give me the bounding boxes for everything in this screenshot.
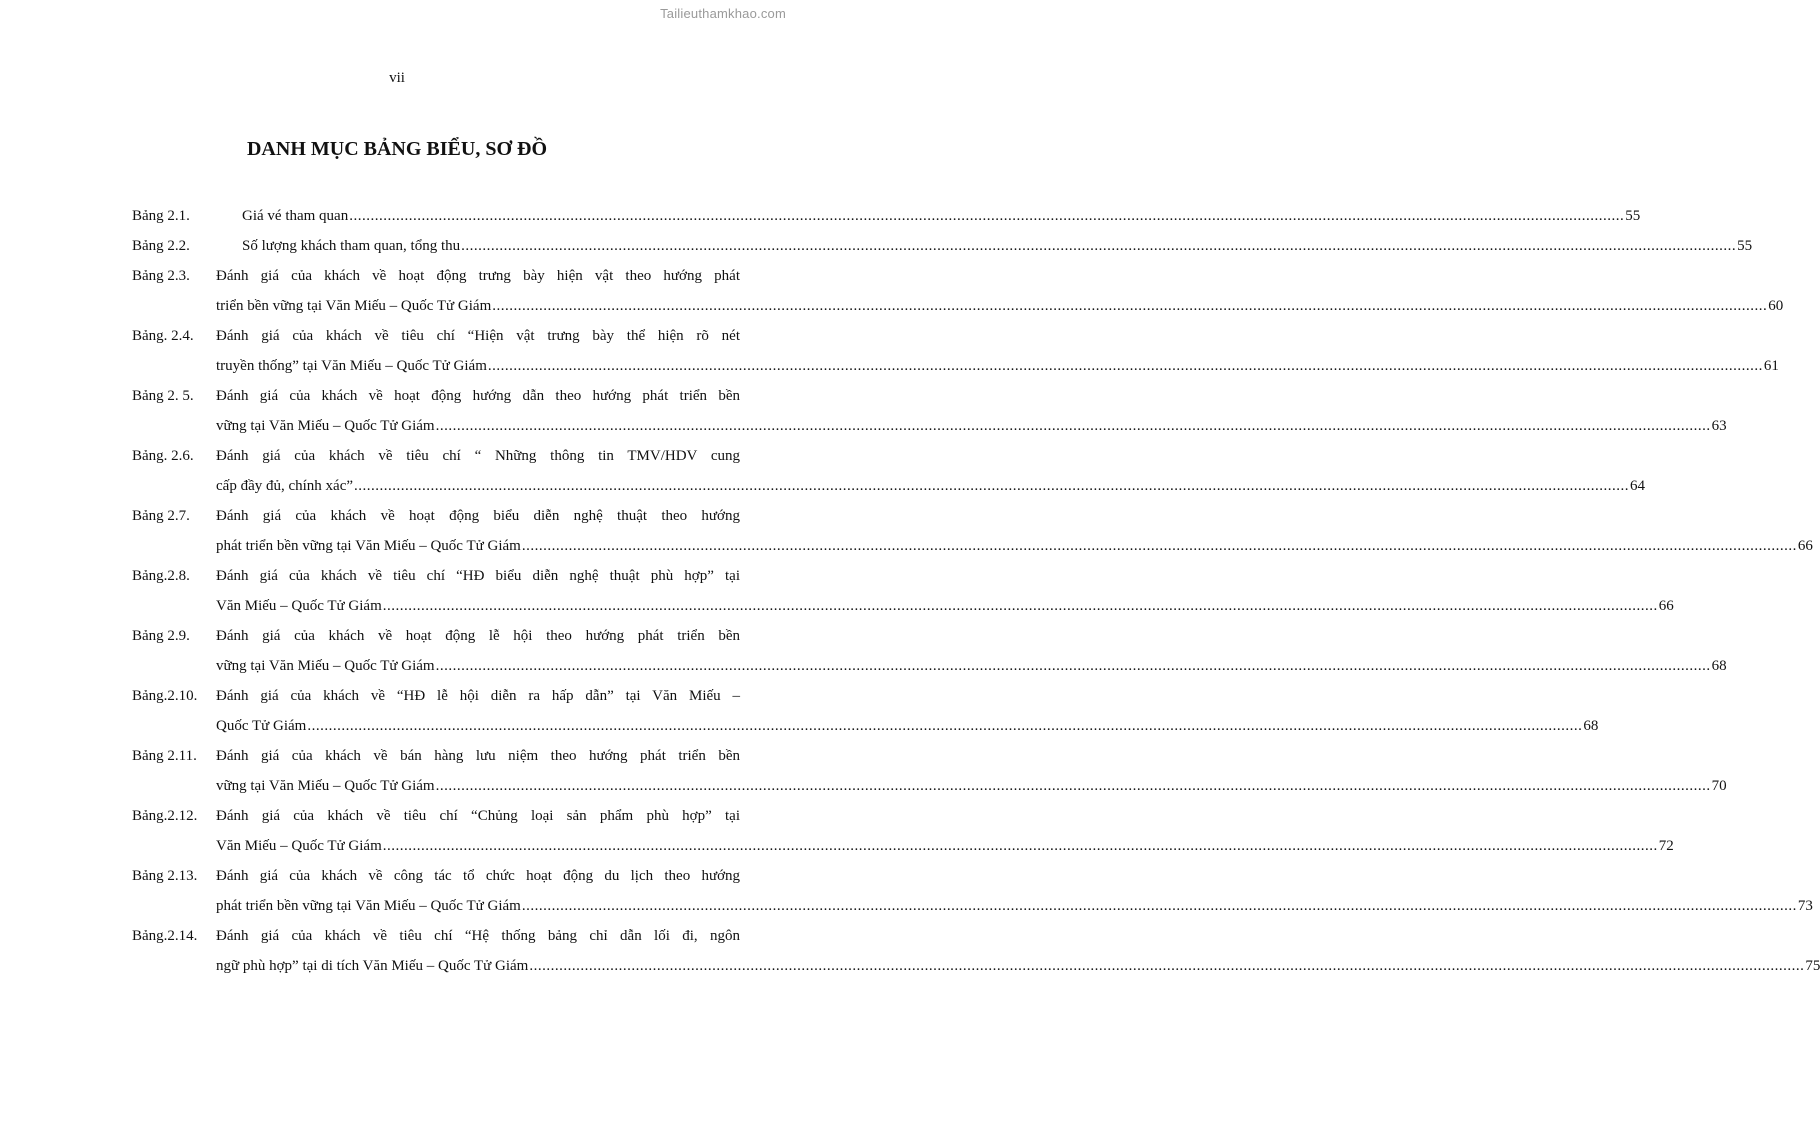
toc-entry-label: Bảng.2.12. [132, 808, 198, 824]
toc-entry-title-line1: Đánh giá của khách về tiêu chí “Chủng loại sản phẩm phù hợp” tại [216, 808, 740, 824]
toc-entry [132, 231, 1753, 261]
toc-entry-label: Bảng.2.14. [132, 928, 198, 944]
toc-entry [132, 741, 1727, 801]
toc-entry-title-line2 [216, 951, 1820, 981]
dot-leader: ............................................................................................................................................................................................................................................................................................................ [435, 778, 1711, 794]
toc-entry-title-line1: Đánh giá của khách về tiêu chí “Hệ thống bảng chỉ dẫn lối đi, ngôn [216, 928, 740, 944]
toc-entry [132, 681, 1599, 741]
toc-entry-title-line2 [216, 531, 1813, 561]
toc-entry-title-line1: Đánh giá của khách về hoạt động biểu diễn nghệ thuật theo hướng [216, 508, 740, 524]
toc-entry-title-line1: Đánh giá của khách về tiêu chí “HĐ biểu diễn nghệ thuật phù hợp” tại [216, 568, 740, 584]
toc-entry [132, 801, 1674, 861]
toc-entry-title: vững tại Văn Miếu – Quốc Tử Giám [216, 658, 435, 674]
toc-entry-title-line2 [216, 771, 1727, 801]
toc-entry-label: Bảng 2.7. [132, 508, 190, 524]
toc-entry-label: Bảng 2.13. [132, 868, 198, 884]
toc-entry-title: vững tại Văn Miếu – Quốc Tử Giám [216, 418, 435, 434]
toc-entry-title: Giá vé tham quan [242, 208, 349, 224]
toc-entry-page: 63 [1711, 418, 1727, 434]
toc-entry [132, 861, 1813, 921]
toc-entry-label: Bảng. 2.4. [132, 328, 194, 344]
toc-entry-title: triển bền vững tại Văn Miếu – Quốc Tử Giám [216, 298, 492, 314]
toc-entry [132, 381, 1727, 441]
dot-leader: ............................................................................................................................................................................................................................................................................................................ [382, 838, 1658, 854]
toc-entry-page: 75 [1805, 958, 1820, 974]
toc-entry-title-line2 [216, 291, 1784, 321]
toc-entry-title: Văn Miếu – Quốc Tử Giám [216, 838, 382, 854]
toc-entry [132, 921, 1820, 981]
toc-entry-title-line2 [216, 651, 1727, 681]
toc-entry [132, 561, 1674, 621]
toc-entry-title-line1: Đánh giá của khách về hoạt động trưng bày hiện vật theo hướng phát [216, 268, 740, 284]
toc-entry-page: 55 [1625, 208, 1641, 224]
toc-entry-label: Bảng.2.8. [132, 568, 190, 584]
toc-entry-page: 61 [1763, 358, 1779, 374]
dot-leader: ............................................................................................................................................................................................................................................................................................................ [461, 238, 1737, 254]
toc-entry-title-line1: Đánh giá của khách về công tác tổ chức hoạt động du lịch theo hướng [216, 868, 740, 884]
toc-entry-page: 66 [1658, 598, 1674, 614]
toc-entry [132, 201, 1641, 231]
toc-entry-title-line2 [242, 201, 1641, 231]
toc-entry-title-line1: Đánh giá của khách về hoạt động hướng dẫn theo hướng phát triển bền [216, 388, 740, 404]
toc-entry-title-line2 [216, 591, 1674, 621]
toc-entry-page: 68 [1583, 718, 1599, 734]
toc-entry-title-line2 [216, 411, 1727, 441]
dot-leader: ............................................................................................................................................................................................................................................................................................................ [521, 898, 1797, 914]
toc-entry-title: phát triển bền vững tại Văn Miếu – Quốc Tử Giám [216, 898, 521, 914]
dot-leader: ............................................................................................................................................................................................................................................................................................................ [435, 658, 1711, 674]
toc-entry-title-line1: Đánh giá của khách về tiêu chí “ Những thông tin TMV/HDV cung [216, 448, 740, 464]
dot-leader: ............................................................................................................................................................................................................................................................................................................ [487, 358, 1763, 374]
dot-leader: ............................................................................................................................................................................................................................................................................................................ [492, 298, 1768, 314]
toc-entry-title: vững tại Văn Miếu – Quốc Tử Giám [216, 778, 435, 794]
toc-entry-label: Bảng 2. 5. [132, 388, 194, 404]
toc-entry-label: Bảng. 2.6. [132, 448, 194, 464]
toc-entry-title-line2 [216, 711, 1599, 741]
toc-entry-label: Bảng.2.10. [132, 688, 198, 704]
toc-entry-title-line1: Đánh giá của khách về “HĐ lễ hội diễn ra hấp dẫn” tại Văn Miếu – [216, 688, 740, 704]
toc-entry-label: Bảng 2.1. [132, 208, 190, 224]
toc-entry-title-line2 [242, 231, 1753, 261]
dot-leader: ............................................................................................................................................................................................................................................................................................................ [382, 598, 1658, 614]
dot-leader: ............................................................................................................................................................................................................................................................................................................ [529, 958, 1805, 974]
toc-entry-title-line1: Đánh giá của khách về tiêu chí “Hiện vật trưng bày thể hiện rõ nét [216, 328, 740, 344]
dot-leader: ............................................................................................................................................................................................................................................................................................................ [307, 718, 1583, 734]
toc-entry-title: Số lượng khách tham quan, tổng thu [242, 238, 461, 254]
toc-entry-page: 55 [1737, 238, 1753, 254]
page-number: vii [389, 70, 405, 86]
dot-leader: ............................................................................................................................................................................................................................................................................................................ [354, 478, 1630, 494]
dot-leader: ............................................................................................................................................................................................................................................................................................................ [435, 418, 1711, 434]
toc-entry [132, 501, 1813, 561]
watermark-text: Tailieuthamkhao.com [660, 6, 786, 21]
page-title: DANH MỤC BẢNG BIỂU, SƠ ĐỒ [246, 138, 548, 160]
toc-entry [132, 261, 1784, 321]
toc-entry-page: 60 [1768, 298, 1784, 314]
toc-entry-page: 72 [1658, 838, 1674, 854]
toc-entry-page: 66 [1797, 538, 1813, 554]
toc-entry-page: 64 [1630, 478, 1646, 494]
toc-entry-label: Bảng 2.3. [132, 268, 190, 284]
toc-entry-title: ngữ phù hợp” tại di tích Văn Miếu – Quốc Tử Giám [216, 958, 529, 974]
toc-entry-label: Bảng 2.2. [132, 238, 190, 254]
toc-entry [132, 321, 1779, 381]
dot-leader: ............................................................................................................................................................................................................................................................................................................ [349, 208, 1625, 224]
toc-entry-title-line1: Đánh giá của khách về bán hàng lưu niệm theo hướng phát triển bền [216, 748, 740, 764]
toc-entry [132, 441, 1646, 501]
toc-entry-title-line2 [216, 831, 1674, 861]
toc-entry-title: Văn Miếu – Quốc Tử Giám [216, 598, 382, 614]
toc-entry-page: 70 [1711, 778, 1727, 794]
toc-entry-title-line2 [216, 351, 1779, 381]
toc-entry [132, 621, 1727, 681]
toc-entry-title-line1: Đánh giá của khách về hoạt động lễ hội theo hướng phát triển bền [216, 628, 740, 644]
toc-entry-title: Quốc Tử Giám [216, 718, 307, 734]
toc-entry-title: truyền thống” tại Văn Miếu – Quốc Tử Giám [216, 358, 487, 374]
toc-entry-title-line2 [216, 891, 1813, 921]
toc-entry-title-line2 [216, 471, 1646, 501]
toc-entry-page: 68 [1711, 658, 1727, 674]
toc-entry-title: phát triển bền vững tại Văn Miếu – Quốc Tử Giám [216, 538, 521, 554]
toc-entry-page: 73 [1797, 898, 1813, 914]
toc-entry-title: cấp đầy đủ, chính xác” [216, 478, 354, 494]
dot-leader: ............................................................................................................................................................................................................................................................................................................ [521, 538, 1797, 554]
table-of-contents [132, 201, 1820, 981]
toc-entry-label: Bảng 2.11. [132, 748, 197, 764]
toc-entry-label: Bảng 2.9. [132, 628, 190, 644]
